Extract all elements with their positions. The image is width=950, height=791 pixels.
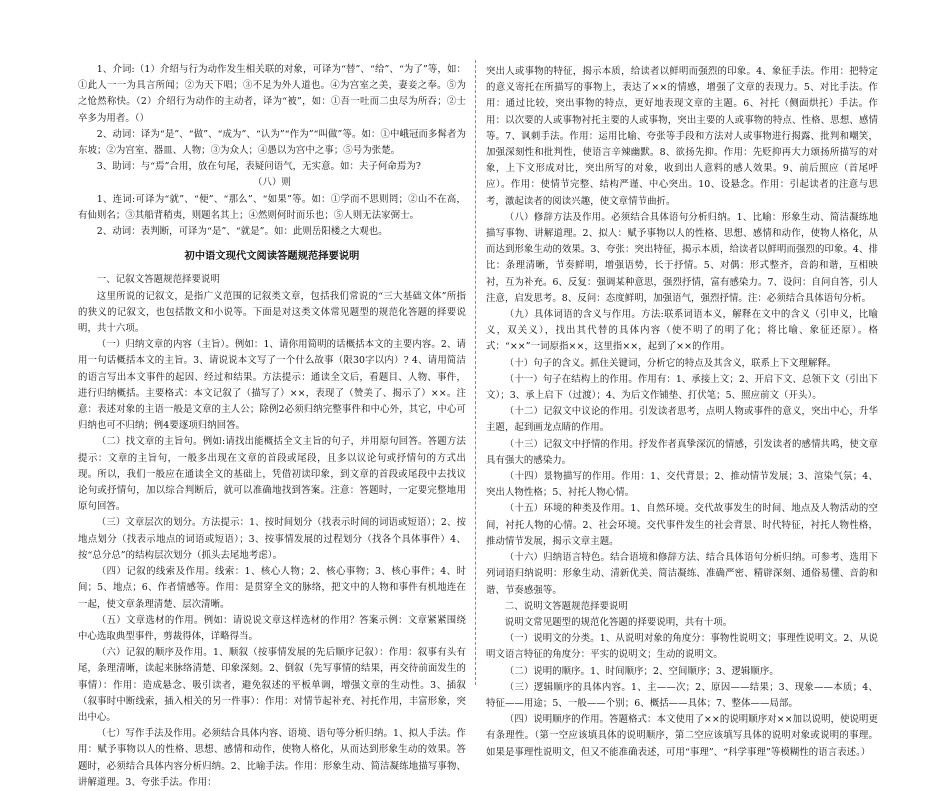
document-title: 初中语文现代文阅读答题规范择要说明 <box>184 250 360 263</box>
paragraph: （八）修辞方法及作用。必须结合具体语句分析归纳。1、比喻：形象生动、简洁凝练地描写事物、讲解道理。2、拟人：赋予事物以人的性格、思想、感情和动作，使物人格化，从而达到形象生动的效果。3、夸张：突出特征，揭示本质，给读者以鲜明而强烈的印象。4、排比：条理清晰，节奏鲜明，增强语势，长于抒情。5、对偶：形式整齐，音韵和谐，互相映衬，互为补充。6、反复：强调某种意思，强烈抒情，富有感染力。7、设问：自问自答，引人注意，启发思考。8、反问：态度鲜明，加强语气，强烈抒情。注：必须结合具体语句分析。 <box>486 211 878 304</box>
paragraph: （十三）记叙文中抒情的作用。抒发作者真挚深沉的情感，引发读者的感情共鸣，使文章具有强大的感染力。 <box>486 438 878 466</box>
paragraph: （九）具体词语的含义与作用。方法:联系词语本义，解释在文中的含义（引申义，比喻义，双关义），找出其代替的具体内容（使不明了的明了化；将比喻、象征还原）。格式：“××”一词原指××，这里指××，起到了××的作用。 <box>486 309 878 353</box>
paragraph: （十）句子的含义。抓住关键词，分析它的特点及其含义，联系上下文理解释。 <box>504 357 837 369</box>
paragraph: 1、介词:（1）介绍与行为动作发生相关联的对象，可译为“替”、“给”、“为了”等，如：①此人一一为具言所闻；②为天下唱；③不足为外人道也。④为宫室之美，妻妾之奉。⑤为之怆然称快。（2）介绍行为动作的主动者，译为“被”，如：①吾一吐而二虫尽为所吞；②士卒多为用者。（） <box>78 64 466 124</box>
paragraph: 3、助词：与“焉”合用，放在句尾，表疑问语气，无实意。如：夫子何命焉为? <box>96 161 421 173</box>
paragraph: 2、动词：译为“是”、“做”、“成为”、“认为”“作为”“叫做”等。如：①中峨冠而多髯者为东坡；②为宫室、器皿、人物；③为众人；④愚以为宫中之事；⑤号为张楚。 <box>78 128 466 157</box>
paragraph: 1、连词:可译为“就”、“便”、“那么”、“如果”等。如：①学而不思则罔；②山不在高，有仙则名；③其船背稍夷，则题名其上；④然则何时而乐也；⑤人则无法家弼士。 <box>78 193 466 221</box>
paragraph: （六）记叙的顺序及作用。1、顺叙（按事情发展的先后顺序记叙）：作用：叙事有头有尾，条理清晰，读起来脉络清楚、印象深刻。2、倒叙（先写事情的结果，再交待前面发生的事情）：作用：造成悬念、吸引读者，避免叙述的平板单调，增强文章的生动性。3、插叙（叙事时中断线索，插入相关的另一件事）：作用：对情节起补充、衬托作用，丰富形象，突出中心。 <box>78 647 466 723</box>
paragraph: （七）写作手法及作用。必须结合具体内容、语境、语句等分析归纳。1、拟人手法。作用：赋予事物以人的性格、思想、感情和动作，使物人格化，从而达到形象生动的效果。答题时，必须结合具体内容分析归纳。2、比喻手法。作用：形象生动、简洁凝练地描写事物、讲解道理。3、夸张手法。作用： <box>78 728 466 788</box>
paragraph: （二）找文章的主旨句。例如:请找出能概括全文主旨的句子，并用原句回答。答题方法提示：文章的主旨句，一般多出现在文章的首段或尾段，且多以议论句或抒情句的方式出现。所以，我们一般应在通读全文的基础上，凭借初读印象，到文章的首段或尾段中去找议论句或抒情句，加以综合判断后，就可以准确地找到答案。注意：答题时，一定要完整地用原句回答。 <box>78 436 466 513</box>
paragraph: （十四）景物描写的作用。作用：1、交代背景；2、推动情节发展；3、渲染气氛；4、突出人物性格；5、衬托人物心情。 <box>486 471 878 499</box>
paragraph: （十六）归纳语言特色。结合语境和修辞方法、结合具体语句分析归纳。可参考、选用下列词语归纳说明：形象生动、清新优美、简洁凝练、准确严密、精辟深刻、通俗易懂、音韵和谐、节奏感强等。 <box>486 552 878 596</box>
paragraph: （十五）环境的种类及作用。1、自然环境。交代故事发生的时间、地点及人物活动的空间，衬托人物的心情。2、社会环境。交代事件发生的社会背景、时代特征，衬托人物性格，推动情节发展，揭示文章主题。 <box>486 503 878 547</box>
section-heading: （八）则 <box>253 177 291 189</box>
paragraph: （十一）句子在结构上的作用。作用有：1、承接上文；2、开启下文、总领下文（引出下文）；3、承上启下（过渡）；4、为后文作铺垫、打伏笔；5、照应前文（开头）。 <box>486 373 878 402</box>
paragraph: （十二）记叙文中议论的作用。引发读者思考，点明人物或事件的意义，突出中心，升华主题，起到画龙点睛的作用。 <box>486 406 878 434</box>
paragraph: 这里所说的记叙文，是指广义范围的记叙类文章，包括我们常说的“三大基础文体”所指的狭义的记叙文，也包括散文和小说等。下面是对这类文体常见题型的规范化答题的择要说明，共十六项。 <box>78 290 466 335</box>
paragraph: （二）说明的顺序。1、时间顺序；2、空间顺序；3、逻辑顺序。 <box>504 665 779 677</box>
paragraph: （四）记叙的线索及作用。线索：1、核心人物；2、核心事物；3、核心事件；4、时间；5、地点；6、作者情感等。作用：是贯穿全文的脉络，把文中的人物和事件有机地连在一起，使文章条理清楚、层次清晰。 <box>78 566 466 610</box>
paragraph: （五）文章选材的作用。例如：请说说文章这样选材的作用？答案示例：文章紧紧围绕中心选取典型事件，剪裁得体，详略得当。 <box>78 614 466 642</box>
paragraph: （四）说明顺序的作用。答题格式：本文使用了××的说明顺序对××加以说明，使说明更有条理性。（第一空应该填具体的说明顺序，第二空应该填写具体的说明对象或说明的事理。如果是事理性说明文，但又不能准确表述，可用“事理”、“科学事理”等模糊性的语言表述。） <box>486 714 878 758</box>
paragraph: （一）说明文的分类。1、从说明对象的角度分：事物性说明文；事理性说明文。2、从说明文语言特征的角度分：平实的说明文；生动的说明文。 <box>486 633 878 661</box>
paragraph: （一）归纳文章的内容（主旨）。例如：1、请你用简明的话概括本文的主要内容。2、请用一句话概括本文的主旨。3、请说说本文写了一个什么故事（限30字以内）? 4、请用简洁的语言写出本文事件的起因、经过和结果。方法提示：通读全文后，看题目、人物、事件，进行归纳概括。主要格式：本文记叙了（描写了）××，表现了（赞美了、揭示了）××。注意：表述对象的主语一般是文章的主人公；除例2必须归纳完整事件和中心外，其它，中心可归纳也可不归纳；例4要逐项归纳回答。 <box>78 339 466 432</box>
paragraph: （三）逻辑顺序的具体内容。1、主——次；2、原因——结果；3、现象——本质；4、特征——用途；5、一般——个别；6、概括——具体；7、整体——局部。 <box>486 681 878 709</box>
left-column <box>78 62 466 791</box>
section-heading: 二、说明文答题规范择要说明 <box>504 600 628 612</box>
column-divider <box>475 60 476 685</box>
right-column <box>486 64 878 761</box>
section-heading: 一、记叙文答题规范择要说明 <box>96 274 220 286</box>
paragraph: 突出人或事物的特征，揭示本质，给读者以鲜明而强烈的印象。4、象征手法。作用：把特定的意义寄托在所描写的事物上，表达了××的情感，增强了文章的表现力。5、对比手法。作用：通过比较，突出事物的特点，更好地表现文章的主题。6、衬托（侧面烘托）手法。作用：以次要的人或事物衬托主要的人或事物，突出主要的人或事物的特点、性格、思想、感情等。7、讽刺手法。作用：运用比喻、夸张等手段和方法对人或事物进行揭露、批判和嘲笑，加强深刻性和批判性，使语言辛辣幽默。8、欲扬先抑。作用：先贬抑再大力颂扬所描写的对象，上下文形成对比，突出所写的对象，收到出人意料的感人效果。9、前后照应（首尾呼应）。作用：使情节完整、结构严谨、中心突出。10、设悬念。作用：引起读者的注意与思考，激起读者的阅读兴趣，使文章情节曲折。 <box>486 66 878 207</box>
paragraph: 2、动词：表判断，可译为“是”、“就是”。如：此则岳阳楼之大观也。 <box>96 226 388 238</box>
paragraph: 说明文常见题型的规范化答题的择要说明，共有十项。 <box>504 616 733 628</box>
paragraph: （三）文章层次的划分。方法提示：1、按时间划分（找表示时间的词语或短语）；2、按地点划分（找表示地点的词语或短语）；3、按事情发展的过程划分（找各个具体事件）4、按“总分总”的结构层次划分（抓头去尾地考虑）。 <box>78 517 466 561</box>
